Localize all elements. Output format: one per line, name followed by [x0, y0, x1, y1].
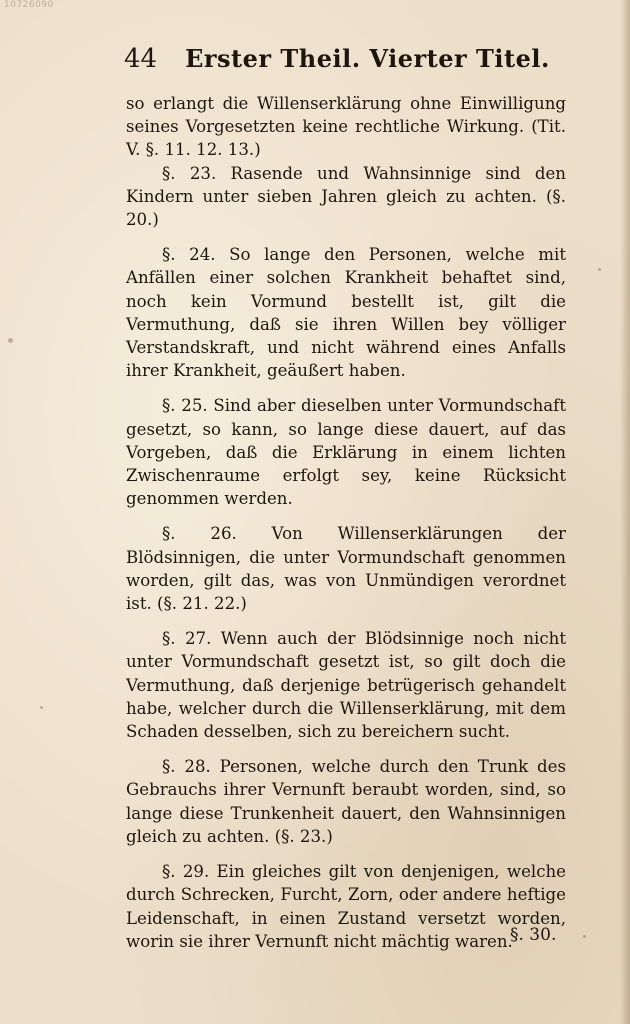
running-title: Erster Theil. Vierter Titel. — [185, 44, 550, 73]
catchword: §. 30. — [510, 925, 557, 945]
paragraph-section-24: §. 24. So lange den Personen, welche mit Anfällen einer solchen Krankheit behaftet sind, noch kein Vormund bestellt ist, gilt die Vermuthung, daß sie ihren Willen bey völliger Verstandskraft, und nicht während eines Anfalls ihrer Krankheit, geäußert haben. — [126, 245, 566, 381]
page-number: 44 — [124, 44, 158, 74]
paper-speck — [8, 338, 13, 343]
paragraph-section-26: §. 26. Von Willenserklärungen der Blödsinnigen, die unter Vormundschaft genommen worden, gilt das, was von Unmündigen verordnet ist. (§. 21. 22.) — [126, 524, 566, 614]
paragraph-section-27: §. 27. Wenn auch der Blödsinnige noch nicht unter Vormundschaft gesetzt ist, so gilt doch die Vermuthung, daß derjenige betrügerisch gehandelt habe, welcher durch die Willenserklärung, mit dem Schaden desselben, sich zu bereichern sucht. — [126, 629, 566, 742]
paragraph-section-29: §. 29. Ein gleiches gilt von denjenigen, welche durch Schrecken, Furcht, Zorn, oder andere heftige Leidenschaft, in einen Zustand versetzt worden, worin sie ihrer Vernunft nicht mächtig waren. — [126, 862, 566, 951]
paper-speck — [598, 268, 601, 271]
page-id: 10726090 — [4, 0, 54, 10]
paper-speck — [40, 706, 43, 709]
page-edge-shadow — [620, 0, 630, 1024]
paragraph-section-28: §. 28. Personen, welche durch den Trunk des Gebrauchs ihrer Vernunft beraubt worden, sind, so lange diese Trunkenheit dauert, den Wahnsinnigen gleich zu achten. (§. 23.) — [126, 757, 566, 846]
page-header — [124, 44, 574, 78]
paragraph-section-23: §. 23. Rasende und Wahnsinnige sind den Kindern unter sieben Jahren gleich zu achten. (§. 20.) — [126, 163, 566, 230]
paper-speck — [583, 935, 586, 938]
body-text — [126, 92, 566, 953]
paragraph-section-25: §. 25. Sind aber dieselben unter Vormundschaft gesetzt, so kann, so lange diese dauert, auf das Vorgeben, daß die Erklärung in einem lichten Zwischenraume erfolgt sey, keine Rücksicht genommen werden. — [126, 396, 566, 509]
paragraph-continuation: so erlangt die Willenserklärung ohne Einwilligung seines Vorgesetzten keine rechtliche Wirkung. (Tit. V. §. 11. 12. 13.) — [126, 94, 566, 160]
